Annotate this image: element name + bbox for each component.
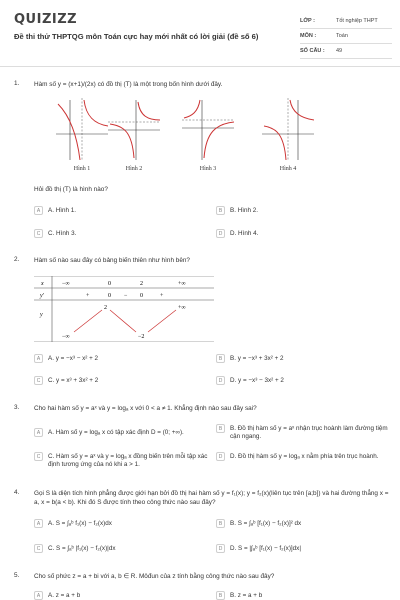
option-c[interactable] [34,544,115,553]
header-divider [0,66,400,67]
table-x-value: −∞ [62,281,70,287]
graph-figure-1 [56,98,108,160]
table-yprime-label: y' [40,293,44,299]
option-text: D. Đồ thị hàm số y = logₐ x nằm phía trên trục hoành. [230,453,379,460]
question-number: 3. [14,404,20,411]
option-c[interactable] [34,376,98,385]
question-number: 4. [14,489,20,496]
option-letter: B [216,424,225,433]
graph-figure-3 [182,98,234,160]
option-d[interactable] [216,544,301,553]
option-letter: C [34,544,43,553]
question-number: 2. [14,256,20,263]
option-letter: B [216,519,225,528]
meta-row-subject [300,29,392,44]
option-c[interactable] [34,229,76,238]
option-a[interactable] [34,428,210,437]
graph-figure-4 [262,98,314,160]
option-letter: B [216,354,225,363]
option-letter: C [34,452,43,461]
option-a[interactable] [34,519,112,528]
option-b[interactable] [216,424,388,441]
question-number: 1. [14,80,20,87]
option-letter: B [216,591,225,600]
option-text: D. S = |∫ₐᵇ [f₁(x) − f₂(x)]dx| [230,545,301,552]
meta-value: Toán [336,33,348,39]
table-y-value: −∞ [62,334,70,340]
option-d[interactable] [216,452,388,461]
graph-label-3: Hình 3 [199,166,217,172]
option-letter: A [34,591,43,600]
option-letter: A [34,428,43,437]
option-b[interactable] [216,354,284,363]
quizizz-logo: QUIZIZZ [14,12,78,27]
option-text: A. S = ∫ₐᵇ f₁(x) − f₂(x)dx [48,520,112,527]
option-text: C. y = x³ + 3x² + 2 [48,377,99,384]
page-title: Đề thi thử THPTQG môn Toán cực hay mới nhất có lời giải (đề số 6) [14,32,259,41]
arrow-up-icon [148,310,176,332]
question-text: Cho số phức z = a + bi với a, b ∈ R. Môđun của z tính bằng công thức nào sau đây? [34,573,275,580]
arrow-up-icon [74,310,102,332]
table-x-value: +∞ [178,281,186,287]
option-a[interactable] [34,591,80,600]
option-b[interactable] [216,519,301,528]
option-letter: A [34,206,43,215]
option-letter: A [34,519,43,528]
meta-row-count [300,44,392,59]
option-letter: D [216,544,225,553]
option-d[interactable] [216,229,258,238]
option-text: C. Hình 3. [48,230,77,237]
table-sign: − [124,293,128,299]
table-y-value: −2 [138,334,145,340]
question-text: Gọi S là diện tích hình phẳng được giới hạn bởi đồ thị hai hàm số y = f₁(x); y = f₂(x)(liên tục trên [a;b]) và hai đường thẳng x = a, x = b(a < b). Khi đó S được tính theo công thức nào sau đây? [34,490,389,506]
meta-row-class [300,14,392,29]
meta-value: 49 [336,48,343,54]
table-sign: + [160,293,164,299]
question-subtext: Hỏi đồ thị (T) là hình nào? [34,186,108,193]
option-text: A. z = a + b [48,592,81,599]
graph-label-2: Hình 2 [125,166,143,172]
table-y-label: y [40,312,43,318]
meta-key: LỚP : [300,18,315,24]
graph-label-1: Hình 1 [73,166,91,172]
option-a[interactable] [34,354,98,363]
meta-panel [300,14,392,59]
option-letter: C [34,376,43,385]
question-number: 5. [14,572,20,579]
table-sign: 0 [108,293,111,299]
option-a[interactable] [34,206,76,215]
option-b[interactable] [216,206,258,215]
arrow-down-icon [110,310,136,332]
option-text: B. Hình 2. [230,207,259,214]
option-d[interactable] [216,376,284,385]
option-letter: D [216,452,225,461]
option-text: A. Hàm số y = logₐ x có tập xác định D = (0; +∞). [48,429,184,436]
meta-value: Tốt nghiệp THPT [336,18,378,24]
option-text: C. S = ∫ₐᵇ |f₁(x) − f₂(x)|dx [48,545,116,552]
question-text: Cho hai hàm số y = aˣ và y = logₐ x với 0 < a ≠ 1. Khẳng định nào sau đây sai? [34,405,257,412]
variation-table [34,276,214,342]
table-sign: + [86,293,90,299]
option-letter: D [216,376,225,385]
graph-label-4: Hình 4 [279,166,297,172]
option-text: D. y = −x³ − 3x² + 2 [230,377,284,384]
option-text: C. Hàm số y = aˣ và y = logₐ x đồng biến trên mỗi tập xác định tương ứng của nó khi a > 1. [48,453,208,468]
table-x-value: 0 [108,281,111,287]
option-text: B. y = −x³ + 3x² + 2 [230,355,284,362]
meta-key: SỐ CÂU : [300,48,325,54]
option-letter: D [216,229,225,238]
option-text: B. S = ∫ₐᵇ [f₁(x) − f₂(x)]² dx [230,520,302,527]
option-b[interactable] [216,591,262,600]
table-x-label: x [41,281,44,287]
table-sign: 0 [140,293,143,299]
option-text: D. Hình 4. [230,230,259,237]
option-letter: B [216,206,225,215]
table-y-value: 2 [104,305,107,311]
option-c[interactable] [34,452,210,469]
graph-figure-2 [108,98,160,160]
option-text: A. Hình 1. [48,207,77,214]
option-text: B. z = a + b [230,592,263,599]
question-text: Hàm số nào sau đây có bảng biến thiên như hình bên? [34,257,190,264]
option-letter: A [34,354,43,363]
option-text: B. Đồ thị hàm số y = aˣ nhận trục hoành làm đường tiệm cận ngang. [230,425,388,440]
option-letter: C [34,229,43,238]
question-text: Hàm số y = (x+1)/(2x) có đồ thị (T) là một trong bốn hình dưới đây. [34,81,223,88]
option-text: A. y = −x³ − x² + 2 [48,355,99,362]
table-y-value: +∞ [178,305,186,311]
table-x-value: 2 [140,281,143,287]
meta-key: MÔN : [300,33,317,39]
